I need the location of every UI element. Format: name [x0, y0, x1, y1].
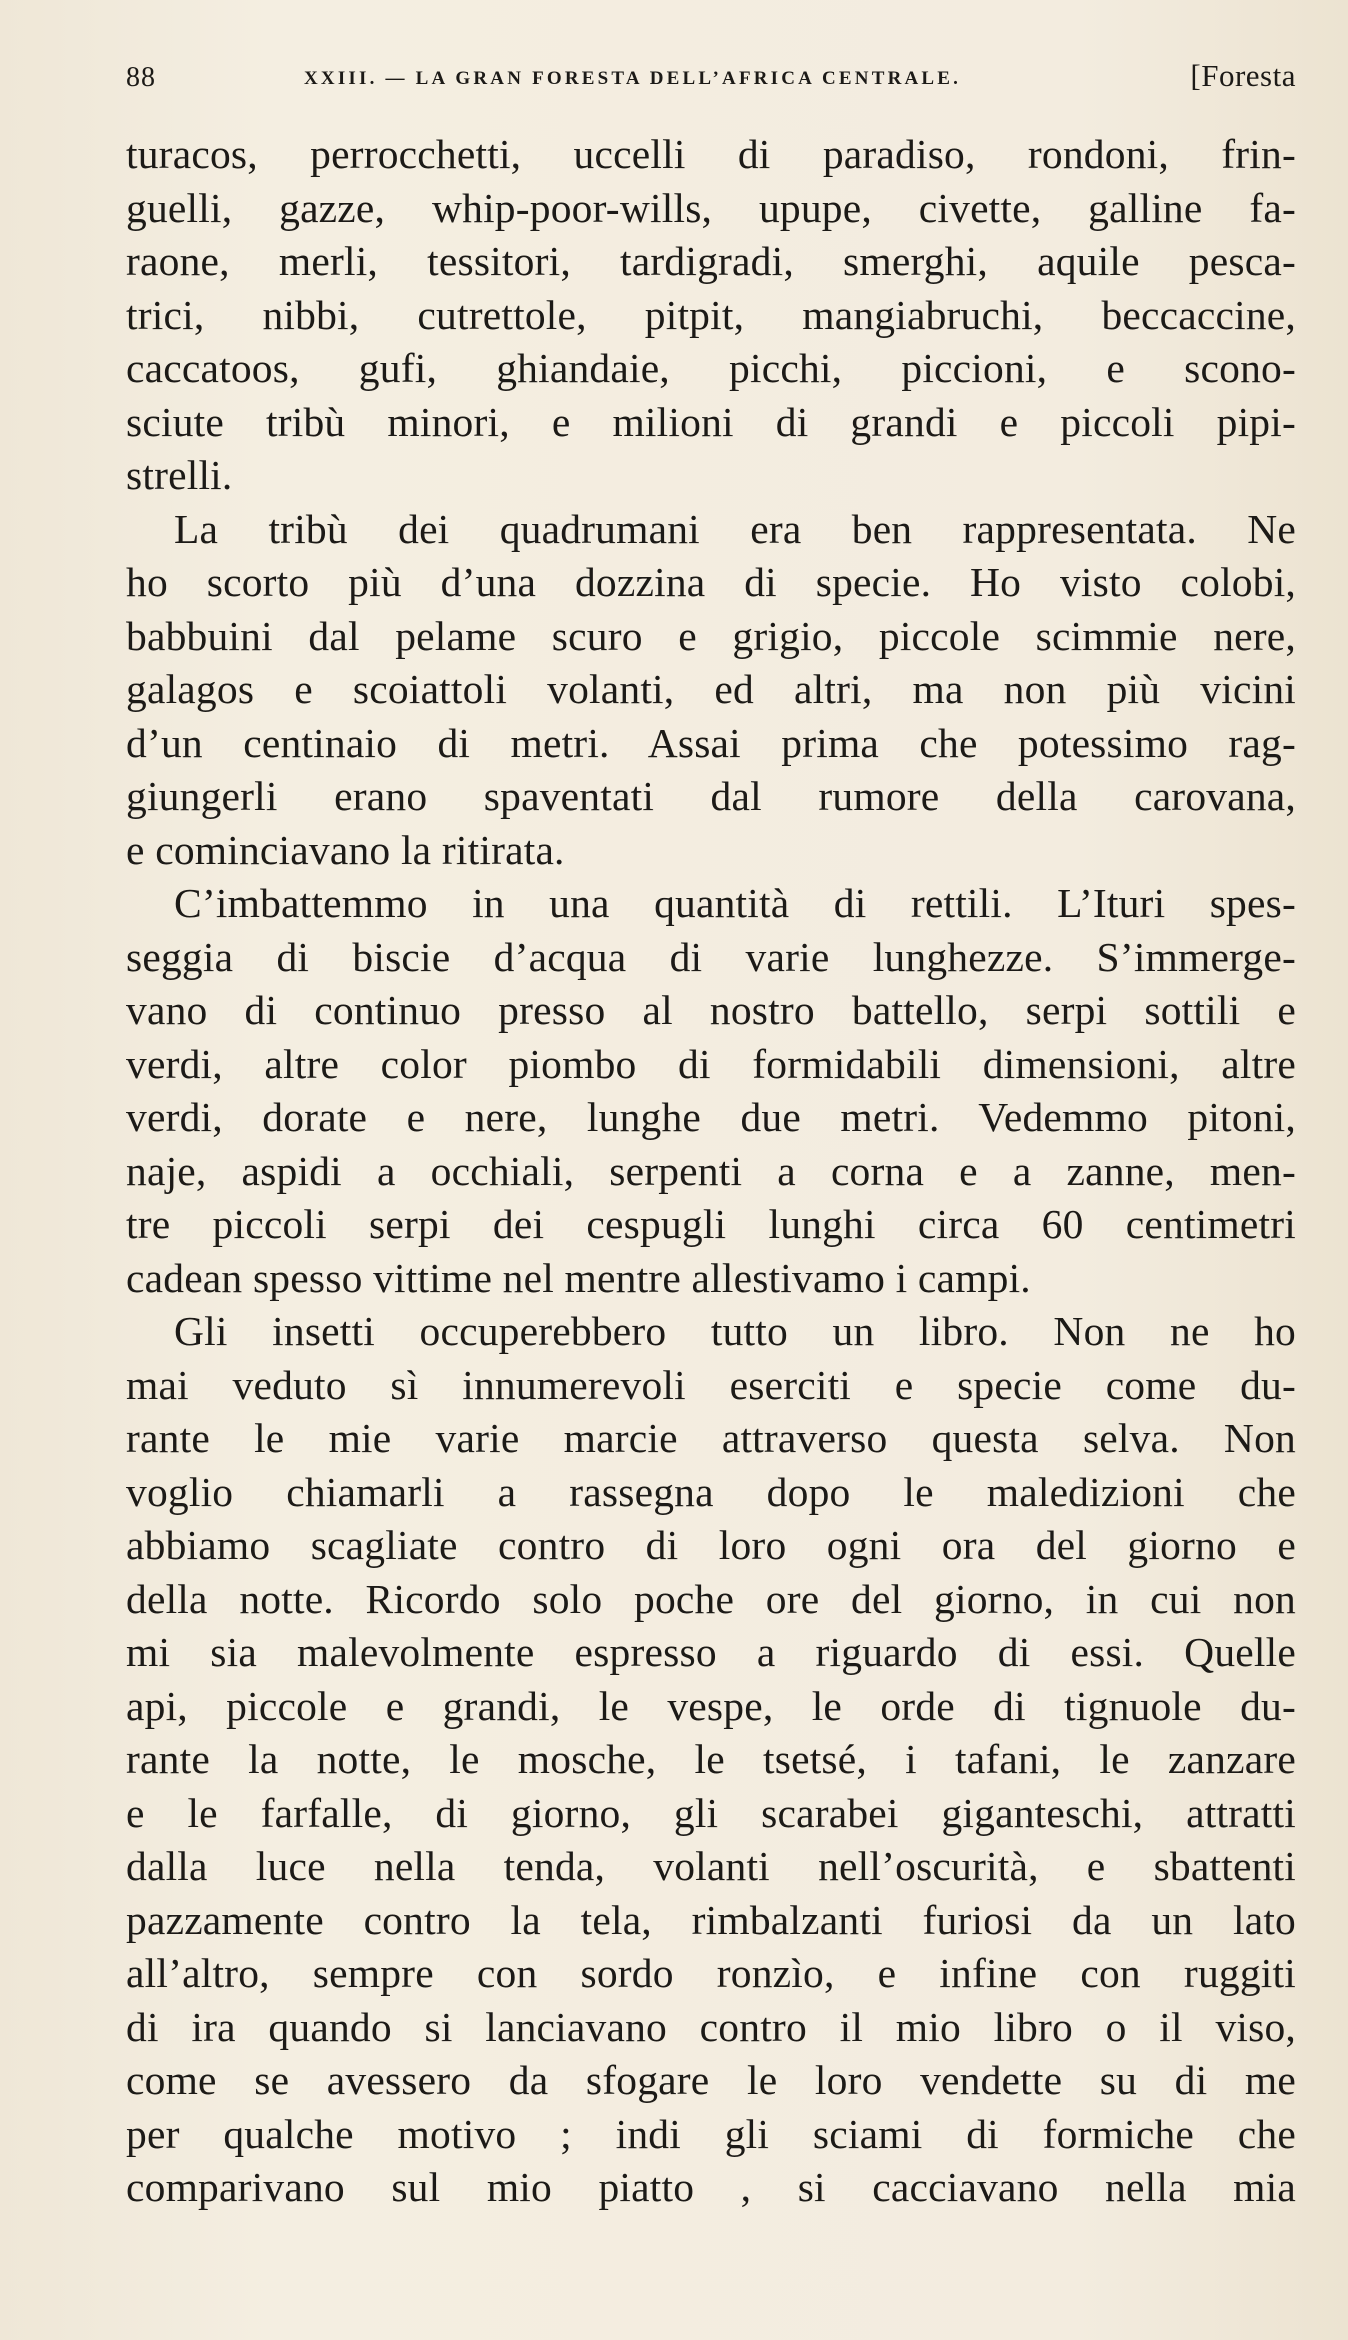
page-number: 88: [126, 62, 156, 93]
text-line: guelli, gazze, whip-poor-wills, upupe, civette, galline fa-: [126, 184, 1296, 231]
text-line: rante la notte, le mosche, le tsetsé, i tafani, le zanzare: [126, 1736, 1296, 1782]
text-line: ho scorto più d’una dozzina di specie. Ho visto colobi,: [126, 559, 1296, 605]
text-line: babbuini dal pelame scuro e grigio, piccole scimmie nere,: [126, 612, 1296, 659]
text-line: di ira quando si lanciavano contro il mio libro o il viso,: [126, 2003, 1296, 2050]
text-line: tre piccoli serpi dei cespugli lunghi circa 60 centimetri: [126, 1201, 1296, 1247]
text-line: rante le mie varie marcie attraverso questa selva. Non: [126, 1415, 1296, 1461]
text-line: dalla luce nella tenda, volanti nell’oscurità, e sbattenti: [126, 1843, 1296, 1889]
text-line: vano di continuo presso al nostro battello, serpi sottili e: [126, 987, 1296, 1033]
text-line: voglio chiamarli a rassegna dopo le maledizioni che: [126, 1468, 1296, 1515]
text-line: cadean spesso vittime nel mentre allestivamo i campi.: [126, 1254, 1031, 1301]
text-line: della notte. Ricordo solo poche ore del giorno, in cui non: [126, 1575, 1296, 1622]
text-line: sciute tribù minori, e milioni di grandi e piccoli pipi-: [126, 398, 1296, 445]
text-line: mai veduto sì innumerevoli eserciti e specie come du-: [126, 1361, 1296, 1408]
chapter-title: XXIII. — LA GRAN FORESTA DELL’AFRICA CENTRALE.: [304, 68, 962, 89]
text-line: abbiamo scagliate contro di loro ogni ora del giorno e: [126, 1522, 1296, 1568]
text-line: api, piccole e grandi, le vespe, le orde di tignuole du-: [126, 1682, 1296, 1729]
text-line: e cominciavano la ritirata.: [126, 826, 565, 873]
text-line: trici, nibbi, cutrettole, pitpit, mangiabruchi, beccaccine,: [126, 291, 1296, 338]
text-line: verdi, altre color piombo di formidabili dimensioni, altre: [126, 1040, 1296, 1087]
body-text: [126, 128, 1296, 2215]
text-line: C’imbattemmo in una quantità di rettili. L’Ituri spes-: [174, 880, 1296, 926]
text-line: seggia di biscie d’acqua di varie lunghezze. S’immerge-: [126, 933, 1296, 980]
text-line: comparivano sul mio piatto , si cacciavano nella mia: [126, 2164, 1296, 2210]
text-line: come se avessero da sfogare le loro vendette su di me: [126, 2057, 1296, 2103]
text-line: galagos e scoiattoli volanti, ed altri, ma non più vicini: [126, 666, 1296, 712]
running-head: [126, 58, 1296, 108]
text-line: mi sia malevolmente espresso a riguardo di essi. Quelle: [126, 1629, 1296, 1675]
text-line: raone, merli, tessitori, tardigradi, smerghi, aquile pesca-: [126, 238, 1296, 284]
text-line: naje, aspidi a occhiali, serpenti a corna e a zanne, men-: [126, 1147, 1296, 1194]
text-line: Gli insetti occuperebbero tutto un libro. Non ne ho: [174, 1308, 1296, 1354]
text-line: strelli.: [126, 452, 233, 498]
text-line: caccatoos, gufi, ghiandaie, picchi, piccioni, e scono-: [126, 345, 1296, 391]
text-line: per qualche motivo ; indi gli sciami di formiche che: [126, 2110, 1296, 2157]
text-line: La tribù dei quadrumani era ben rappresentata. Ne: [174, 505, 1296, 552]
text-line: d’un centinaio di metri. Assai prima che potessimo rag-: [126, 719, 1296, 766]
text-line: e le farfalle, di giorno, gli scarabei giganteschi, attratti: [126, 1789, 1296, 1836]
text-line: verdi, dorate e nere, lunghe due metri. Vedemmo pitoni,: [126, 1094, 1296, 1140]
text-line: giungerli erano spaventati dal rumore della carovana,: [126, 773, 1296, 819]
text-line: turacos, perrocchetti, uccelli di paradiso, rondoni, frin-: [126, 131, 1296, 177]
text-line: all’altro, sempre con sordo ronzìo, e infine con ruggiti: [126, 1950, 1296, 1996]
text-line: pazzamente contro la tela, rimbalzanti furiosi da un lato: [126, 1896, 1296, 1943]
section-title: [Foresta: [1190, 58, 1296, 93]
